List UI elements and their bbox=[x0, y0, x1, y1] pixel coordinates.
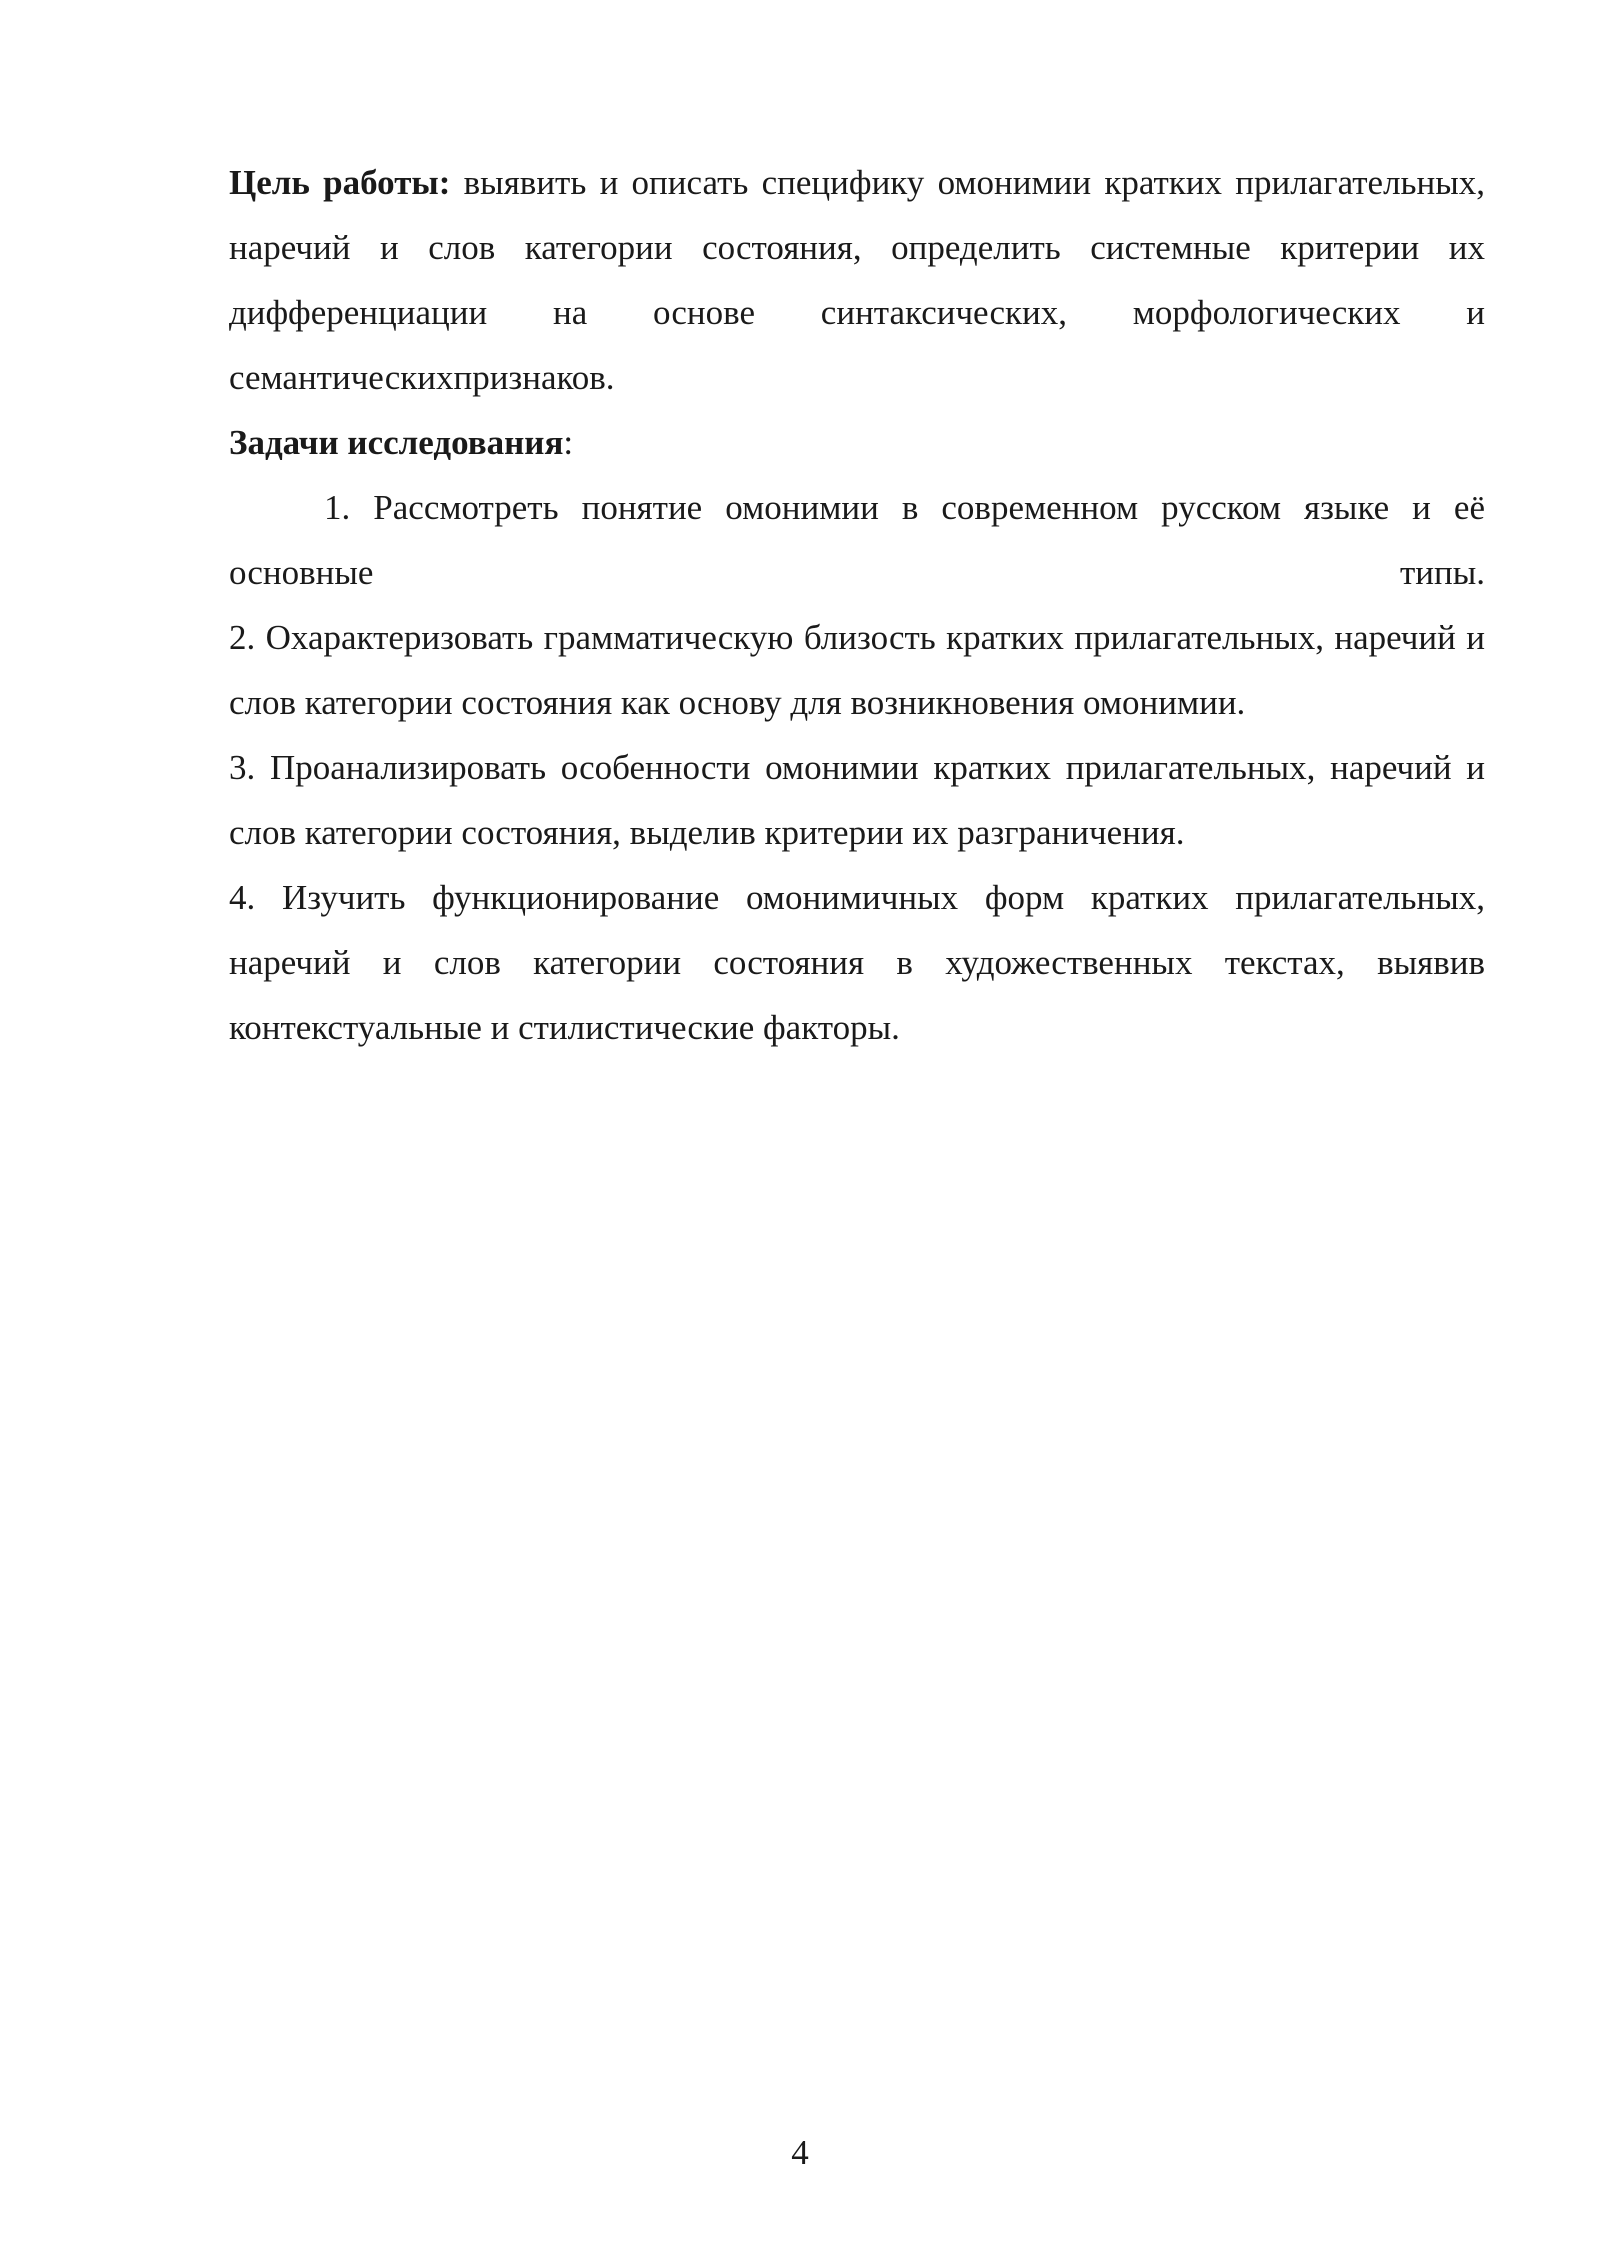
tasks-heading-colon: : bbox=[563, 423, 574, 462]
goal-text: выявить и описать специфику омонимии кратких прилагательных, наречий и слов категории состояния, определить системные критерии их дифференциации на основе синтаксических, морфологических и семантическихпризнаков. bbox=[229, 163, 1486, 397]
tasks-heading-line bbox=[229, 410, 1485, 475]
task-item-2: 2. Охарактеризовать грамматическую близость кратких прилагательных, наречий и слов категории состояния как основу для возникновения омонимии. bbox=[229, 618, 1485, 722]
goal-label: Цель работы: bbox=[229, 163, 451, 202]
tasks-heading: Задачи исследования bbox=[229, 423, 564, 462]
task-item-4: 4. Изучить функционирование омонимичных форм кратких прилагательных, наречий и слов категории состояния в художественных текстах, выявив контекстуальные и стилистические факторы. bbox=[229, 878, 1485, 1047]
goal-paragraph bbox=[229, 150, 1485, 410]
task-item-3: 3. Проанализировать особенности омонимии кратких прилагательных, наречий и слов категории состояния, выделив критерии их разграничения. bbox=[229, 748, 1485, 852]
page-body bbox=[229, 150, 1485, 1060]
page-number: 4 bbox=[791, 2133, 809, 2172]
task-item-1: 1. Рассмотреть понятие омонимии в современном русском языке и её основные типы. bbox=[229, 488, 1485, 592]
